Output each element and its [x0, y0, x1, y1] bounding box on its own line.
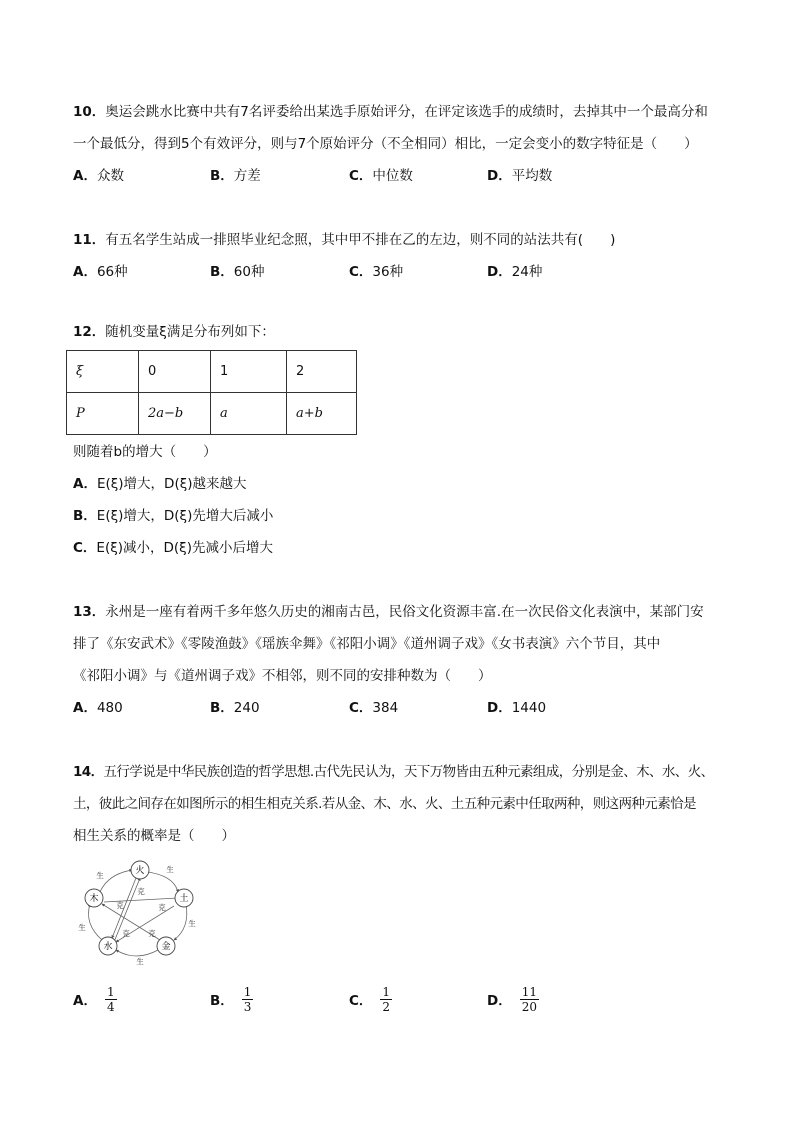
options-row [73, 160, 733, 192]
option-b[interactable]: B．方差 [210, 168, 261, 184]
arc-earth-metal [174, 904, 187, 940]
table-cell: 0 [139, 351, 211, 393]
option-c[interactable]: C．E(ξ)减小，D(ξ)先减小后增大 [73, 540, 273, 556]
option-d[interactable]: D． $\frac{11}{20}$ [487, 984, 537, 1014]
option-c[interactable]: C． $\frac{1}{2}$ [349, 984, 391, 1014]
question-text: 五行学说是中华民族创造的哲学思想.古代先民认为，天下万物皆由五种元素组成，分别是金、木、水、火、 [103, 764, 714, 780]
table-cell: 1 [211, 351, 287, 393]
label-ke: 克 [122, 929, 130, 938]
question-14-line-3: 相生关系的概率是（ ） [73, 828, 235, 844]
node-metal [157, 937, 175, 955]
label-ke: 克 [148, 929, 156, 938]
table-row [67, 393, 357, 435]
arc-wood-fire [100, 870, 132, 892]
question-12-line-1 [73, 316, 733, 348]
question-13-line-2: 排了《东安武术》《零陵渔鼓》《瑶族伞舞》《祁阳小调》《道州调子戏》《女书表演》六个节目，其中 [73, 636, 661, 652]
question-text: 奥运会跳水比赛中共有7名评委给出某选手原始评分，在评定该选手的成绩时，去掉其中一个最高分和 [105, 104, 708, 120]
question-number: 12． [73, 324, 106, 340]
node-fire [131, 861, 149, 879]
fraction: $\frac{1}{3}$ [243, 984, 252, 1014]
table-row [67, 351, 357, 393]
question-13-line-1 [73, 596, 733, 628]
question-13-line-3: 《祁阳小调》与《道州调子戏》不相邻，则不同的安排种数为（ ） [73, 668, 492, 684]
question-10-line-2: 一个最低分，得到5个有效评分，则与7个原始评分（不全相同）相比，一定会变小的数字特征是（ ） [73, 136, 698, 152]
option-d[interactable]: D．1440 [487, 700, 547, 716]
svg-text:木: 木 [89, 894, 99, 904]
node-water [99, 937, 117, 955]
line-wood-earth [104, 898, 178, 902]
question-14-line-1 [73, 756, 733, 788]
label-ke: 克 [116, 901, 124, 910]
svg-text:土: 土 [179, 894, 189, 904]
question-11-line-1 [73, 224, 733, 256]
question-10 [73, 96, 733, 192]
option-c[interactable]: C．36种 [349, 264, 404, 280]
question-number: 14． [73, 764, 104, 780]
arc-fire-earth [148, 872, 178, 892]
table-cell: 2 [287, 351, 357, 393]
question-14-line-2: 土，彼此之间存在如图所示的相生相克关系.若从金、木、水、火、土五种元素中任取两种，则这两种元素恰是 [73, 796, 696, 812]
node-earth [175, 889, 193, 907]
question-10-line-1 [73, 96, 733, 128]
fraction: $\frac{1}{2}$ [382, 984, 391, 1014]
options-row [73, 692, 733, 724]
label-sheng: 生 [188, 919, 196, 928]
option-b[interactable]: B．E(ξ)增大，D(ξ)先增大后减小 [73, 508, 274, 524]
label-sheng: 生 [78, 923, 86, 932]
option-a[interactable]: A．E(ξ)增大，D(ξ)越来越大 [73, 476, 247, 492]
svg-text:火: 火 [135, 866, 145, 876]
arc-metal-water [116, 950, 158, 956]
option-b[interactable]: B．240 [210, 700, 260, 716]
svg-text:水: 水 [103, 942, 113, 952]
option-a[interactable]: A． $\frac{1}{4}$ [73, 984, 115, 1014]
label-sheng: 生 [136, 957, 144, 966]
option-a[interactable]: A．众数 [73, 168, 124, 184]
option-a[interactable]: A．66种 [73, 264, 128, 280]
options-row [73, 256, 733, 288]
option-d[interactable]: D．平均数 [487, 168, 553, 184]
label-sheng: 生 [96, 871, 104, 880]
question-number: 10． [73, 104, 106, 120]
five-elements-diagram [74, 858, 204, 968]
fraction: $\frac{1}{4}$ [106, 984, 115, 1014]
distribution-table [66, 350, 357, 435]
option-b[interactable]: B． $\frac{1}{3}$ [210, 984, 252, 1014]
label-ke: 克 [137, 887, 145, 896]
question-12-line-2: 则随着b的增大（ ） [73, 444, 217, 460]
question-number: 11． [73, 232, 106, 248]
options-row [73, 982, 733, 1016]
table-cell: P [67, 393, 139, 435]
question-13 [73, 596, 733, 724]
question-text: 有五名学生站成一排照毕业纪念照，其中甲不排在乙的左边，则不同的站法共有( ) [105, 232, 616, 248]
node-wood [85, 889, 103, 907]
option-c[interactable]: C．中位数 [349, 168, 413, 184]
option-d[interactable]: D．24种 [487, 264, 543, 280]
question-text: 随机变量ξ满足分布列如下： [105, 324, 275, 340]
table-cell: ξ [67, 351, 139, 393]
option-b[interactable]: B．60种 [210, 264, 265, 280]
question-text: 永州是一座有着两千多年悠久历史的湘南古邑，民俗文化资源丰富.在一次民俗文化表演中，某部门安 [105, 604, 704, 620]
question-12-continued [73, 436, 733, 564]
option-a[interactable]: A．480 [73, 700, 123, 716]
option-c[interactable]: C．384 [349, 700, 399, 716]
label-sheng: 生 [166, 865, 174, 874]
question-11 [73, 224, 733, 288]
table-cell: a+b [287, 393, 357, 435]
arc-water-wood [89, 904, 103, 940]
label-ke: 克 [158, 903, 166, 912]
table-cell: 2a−b [139, 393, 211, 435]
fraction: $\frac{11}{20}$ [521, 984, 537, 1014]
question-number: 13． [73, 604, 106, 620]
svg-text:金: 金 [161, 942, 171, 952]
question-12 [73, 316, 733, 348]
question-14 [73, 756, 733, 852]
table-cell: a [211, 393, 287, 435]
